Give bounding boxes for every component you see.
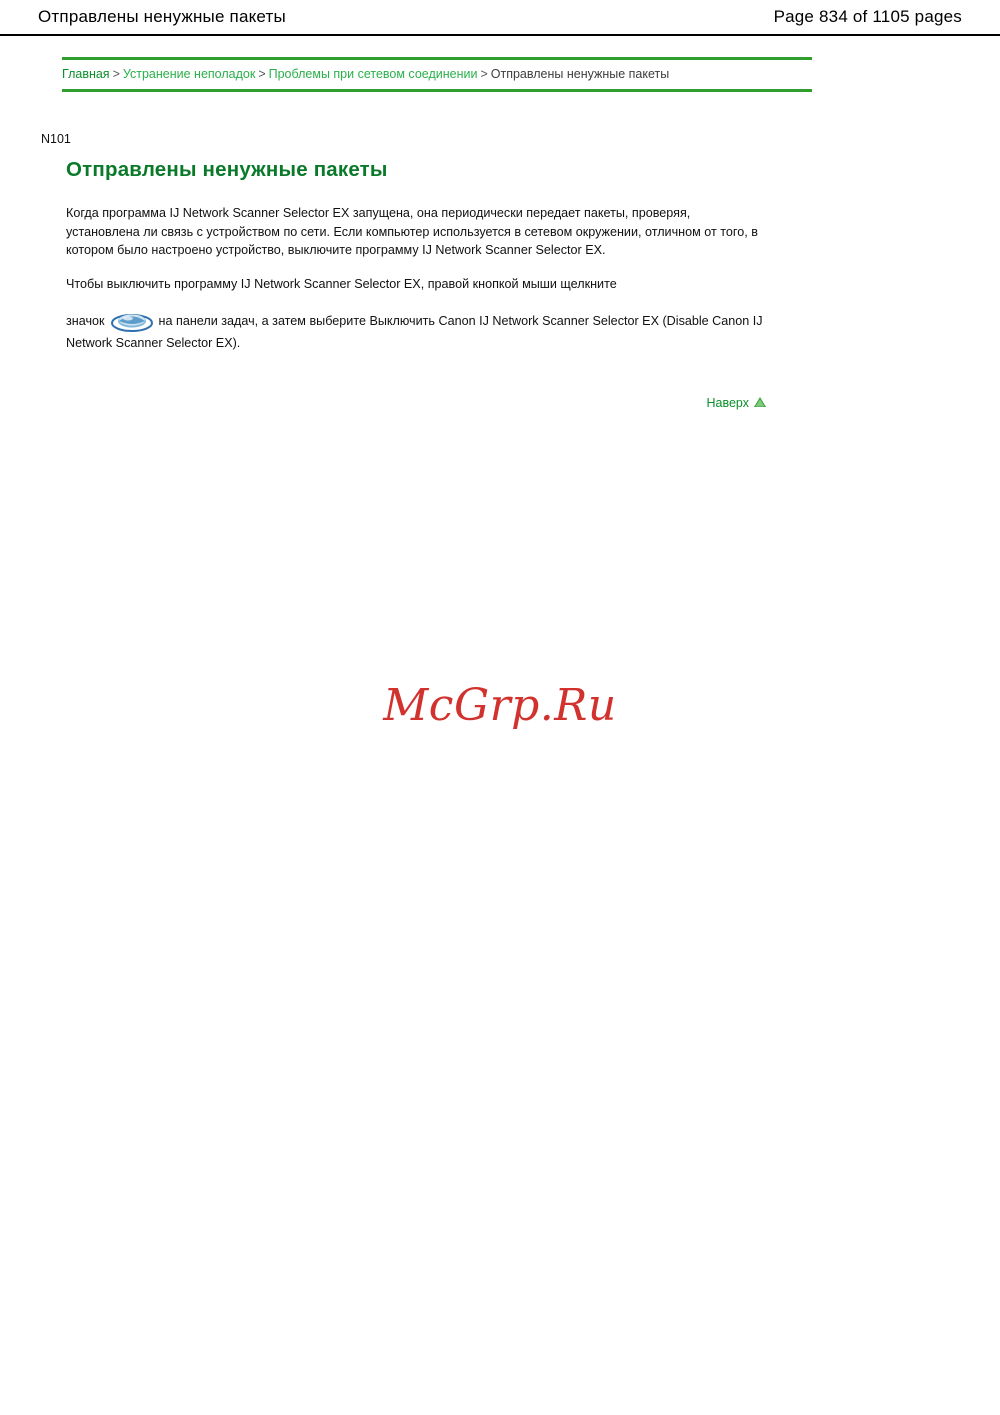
triangle-up-icon bbox=[754, 397, 766, 411]
main-content bbox=[66, 158, 786, 353]
paragraph-3-text-after: на панели задач, а затем выберите Выключить Canon IJ Network Scanner Selector EX (Disable Canon IJ Network Scanner Selector EX). bbox=[66, 314, 763, 350]
paragraph-1: Когда программа IJ Network Scanner Selector EX запущена, она периодически передает пакеты, проверяя, установлена ли связь с устройством по сети. Если компьютер используется в сетевом окружении, отличном от того, в котором было настроено устройство, выключите программу IJ Network Scanner Selector EX. bbox=[66, 206, 758, 257]
header-divider bbox=[0, 34, 1000, 36]
breadcrumb-item-home[interactable]: Главная bbox=[62, 67, 110, 81]
ij-network-scanner-selector-ex-icon bbox=[109, 308, 155, 334]
back-to-top-link[interactable]: Наверх bbox=[706, 396, 749, 410]
breadcrumb-item-troubleshooting[interactable]: Устранение неполадок bbox=[122, 67, 256, 81]
page-title: Отправлены ненужные пакеты bbox=[66, 158, 388, 181]
paragraph-2: Чтобы выключить программу IJ Network Scanner Selector EX, правой кнопкой мыши щелкните bbox=[66, 276, 617, 291]
paragraph-3-text-before: значок bbox=[66, 314, 105, 328]
watermark: McGrp.Ru bbox=[383, 680, 617, 731]
page-header bbox=[0, 0, 1000, 34]
paragraph-3 bbox=[66, 308, 766, 353]
anchor-id: N101 bbox=[41, 132, 71, 146]
breadcrumb-separator-3: > bbox=[480, 67, 488, 81]
breadcrumb-line bbox=[62, 60, 812, 83]
back-to-top-row bbox=[66, 396, 766, 411]
breadcrumb-separator-1: > bbox=[112, 67, 120, 81]
breadcrumb bbox=[62, 57, 812, 92]
breadcrumb-item-network-problems[interactable]: Проблемы при сетевом соединении bbox=[268, 67, 478, 81]
breadcrumb-item-current: Отправлены ненужные пакеты bbox=[490, 67, 670, 81]
breadcrumb-separator-2: > bbox=[258, 67, 266, 81]
breadcrumb-bottom-rule bbox=[62, 89, 812, 92]
header-page-info: Page 834 of 1105 pages bbox=[773, 7, 962, 26]
header-title: Отправлены ненужные пакеты bbox=[38, 7, 286, 26]
